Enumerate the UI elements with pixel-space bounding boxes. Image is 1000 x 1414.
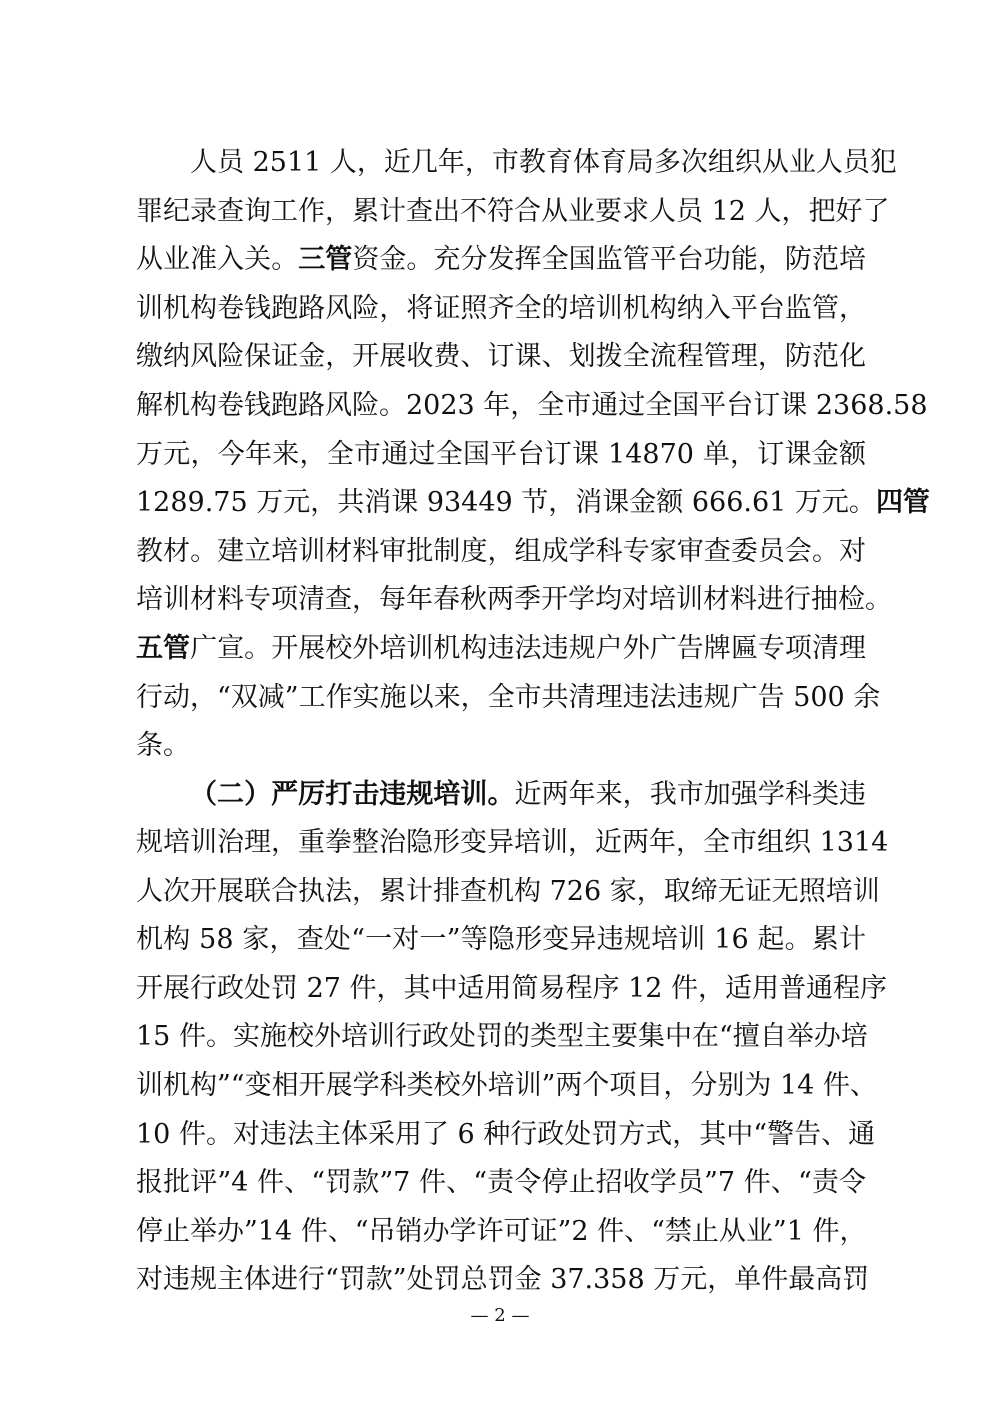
- body-line: [136, 240, 866, 280]
- text-run: 15 件。实施校外培训行政处罚的类型主要集中在“擅自举办培: [136, 1021, 868, 1052]
- body-line: [136, 435, 866, 475]
- text-run: 对违规主体进行“罚款”处罚总罚金 37.358 万元，单件最高罚: [136, 1264, 870, 1295]
- text-run: 人员 2511 人，近几年，市教育体育局多次组织从业人员犯: [190, 147, 897, 178]
- text-run: 行动，“双减”工作实施以来，全市共清理违法违规广告 500 余: [136, 682, 881, 713]
- body-line: [136, 192, 890, 232]
- body-line: [136, 1212, 866, 1252]
- text-run: 资金。充分发挥全国监管平台功能，防范培: [352, 244, 867, 275]
- section-heading: （二）严厉打击违规培训。: [190, 779, 515, 810]
- text-run: 停止举办”14 件、“吊销办学许可证”2 件、“禁止从业”1 件，: [136, 1216, 867, 1247]
- text-run: 解机构卷钱跑路风险。2023 年，全市通过全国平台订课 2368.58: [136, 390, 928, 421]
- body-line: [136, 289, 866, 329]
- text-run: 规培训治理，重拳整治隐形变异培训，近两年，全市组织 1314: [136, 827, 889, 858]
- body-line: [136, 1017, 866, 1057]
- text-run: 缴纳风险保证金，开展收费、订课、划拨全流程管理，防范化: [136, 341, 866, 372]
- text-run: 近两年来，我市加强学科类违: [514, 779, 866, 810]
- bold-run: 四管: [875, 487, 930, 518]
- bold-run: 三管: [298, 244, 353, 275]
- body-line: [136, 483, 930, 523]
- body-line: [136, 386, 928, 426]
- body-line: [136, 969, 888, 1009]
- body-line: [136, 629, 866, 669]
- text-run: 培训材料专项清查，每年春秋两季开学均对培训材料进行抽检。: [136, 584, 892, 615]
- body-line: [136, 872, 880, 912]
- body-line: [136, 1163, 866, 1203]
- text-run: 10 件。对违法主体采用了 6 种行政处罚方式，其中“警告、通: [136, 1119, 876, 1150]
- body-line: [190, 143, 897, 183]
- text-run: 机构 58 家，查处“一对一”等隐形变异违规培训 16 起。累计: [136, 924, 866, 955]
- text-run: 万元，今年来，全市通过全国平台订课 14870 单，订课金额: [136, 439, 866, 470]
- text-run: 开展行政处罚 27 件，其中适用简易程序 12 件，适用普通程序: [136, 973, 888, 1004]
- body-line: [136, 726, 866, 766]
- body-line: [136, 823, 889, 863]
- body-line: [136, 1260, 870, 1300]
- text-run: 条。: [136, 730, 190, 761]
- section-heading-line: [190, 775, 866, 815]
- body-line: [136, 1066, 877, 1106]
- text-run: 训机构卷钱跑路风险，将证照齐全的培训机构纳入平台监管，: [136, 293, 866, 324]
- text-run: 罪纪录查询工作，累计查出不符合从业要求人员 12 人，把好了: [136, 196, 890, 227]
- body-line: [136, 678, 881, 718]
- text-run: 教材。建立培训材料审批制度，组成学科专家审查委员会。对: [136, 536, 866, 567]
- page-number: — 2 —: [470, 1305, 530, 1326]
- bold-run: 五管: [136, 633, 191, 664]
- body-line: [136, 920, 866, 960]
- body-line: [136, 580, 892, 620]
- text-run: 人次开展联合执法，累计排查机构 726 家，取缔无证无照培训: [136, 876, 880, 907]
- body-line: [136, 1115, 876, 1155]
- text-run: 1289.75 万元，共消课 93449 节，消课金额 666.61 万元。: [136, 487, 876, 518]
- body-line: [136, 337, 866, 377]
- text-run: 训机构”“变相开展学科类校外培训”两个项目，分别为 14 件、: [136, 1070, 877, 1101]
- body-line: [136, 532, 866, 572]
- text-run: 报批评”4 件、“罚款”7 件、“责令停止招收学员”7 件、“责令: [136, 1167, 866, 1198]
- text-run: 广宣。开展校外培训机构违法违规户外广告牌匾专项清理: [190, 633, 867, 664]
- text-run: 从业准入关。: [136, 244, 299, 275]
